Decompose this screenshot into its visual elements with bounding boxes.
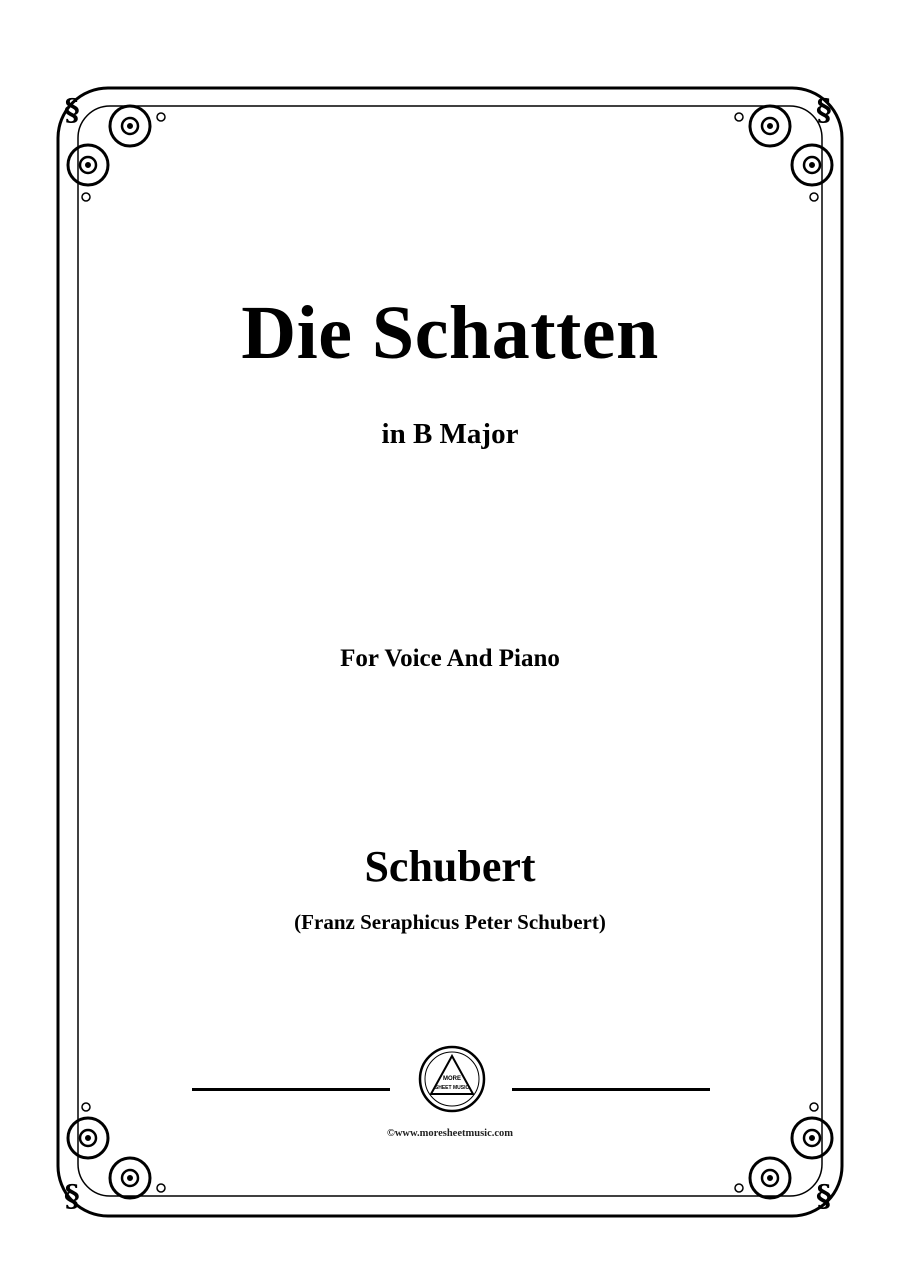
section-sign-top-right: §: [816, 93, 832, 128]
piece-title: Die Schatten: [241, 291, 659, 375]
instrumentation: For Voice And Piano: [340, 645, 560, 672]
section-sign-bottom-right: §: [816, 1179, 832, 1214]
copyright-url: ©www.moresheetmusic.com: [386, 1128, 514, 1139]
key-signature: in B Major: [381, 418, 519, 450]
svg-text:SHEET MUSIC: SHEET MUSIC: [434, 1085, 470, 1091]
rule-right: [512, 1088, 710, 1091]
rule-left: [192, 1088, 390, 1091]
publisher-logo-icon: [417, 1044, 487, 1114]
section-sign-bottom-left: §: [64, 1179, 80, 1214]
composer-fullname: (Franz Seraphicus Peter Schubert): [294, 910, 606, 934]
svg-text:MORE: MORE: [443, 1076, 461, 1082]
section-sign-top-left: §: [64, 93, 80, 128]
corner-flourish-bottom-left: [68, 1103, 165, 1198]
composer-name: Schubert: [364, 842, 536, 891]
